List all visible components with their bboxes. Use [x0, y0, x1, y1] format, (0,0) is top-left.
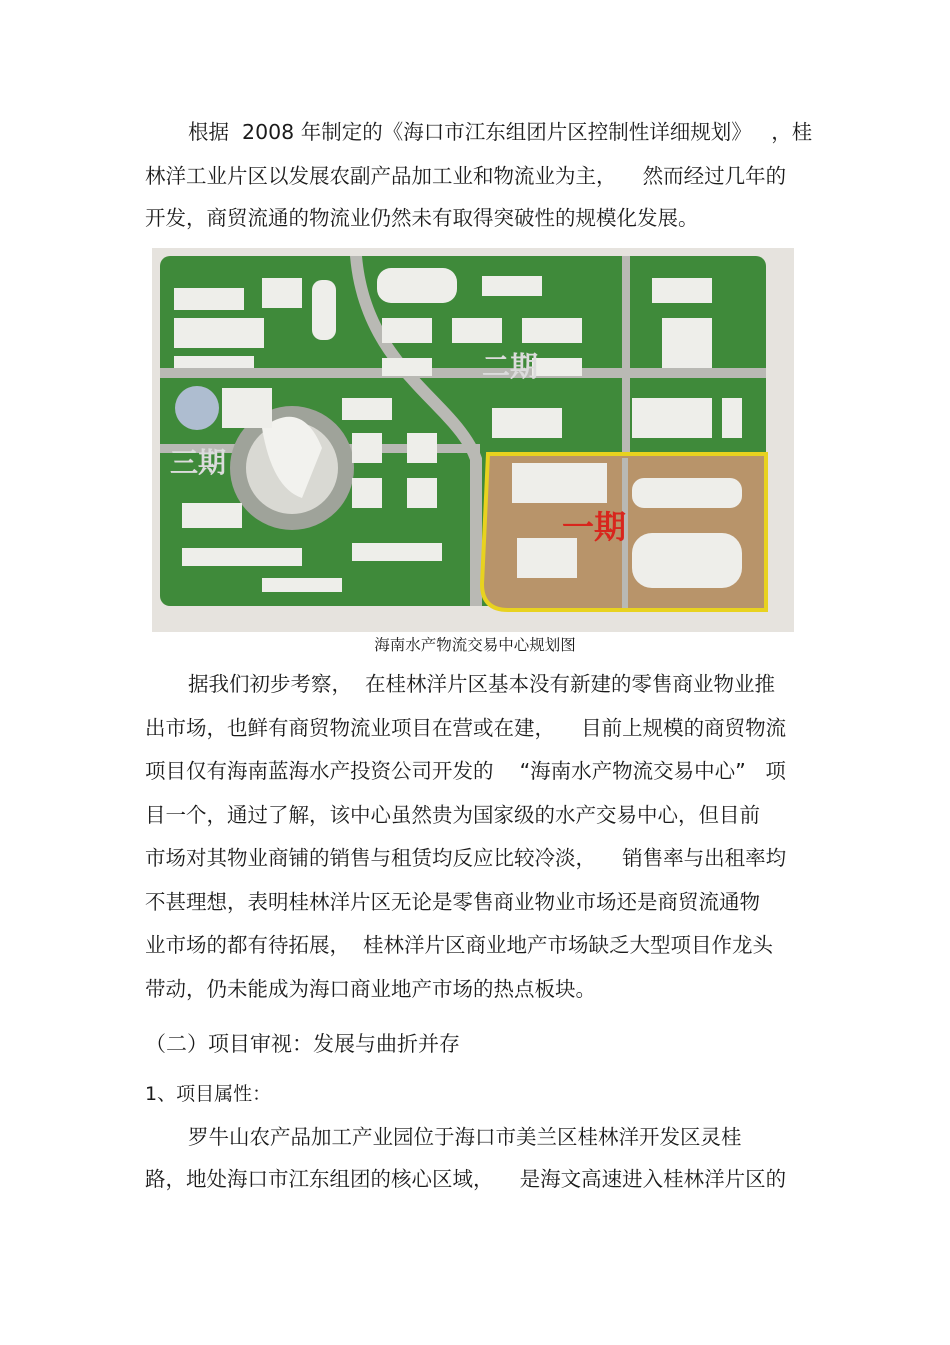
- paragraph-1-line-1: 根据 2008 年制定的《海口市江东组团片区控制性详细规划》 ，桂: [188, 120, 813, 144]
- paragraph-2-line-2: 出市场，也鲜有商贸物流业项目在营或在建， 目前上规模的商贸物流: [145, 716, 787, 740]
- phase-3-label: 三期: [170, 446, 227, 479]
- paragraph-2-line-1: 据我们初步考察， 在桂林洋片区基本没有新建的零售商业物业推: [188, 672, 776, 696]
- paragraph-2-line-3: 项目仅有海南蓝海水产投资公司开发的 “海南水产物流交易中心” 项: [145, 759, 786, 783]
- paragraph-2-line-6: 不甚理想，表明桂林洋片区无论是零售商业物业市场还是商贸流通物: [145, 890, 760, 914]
- paragraph-2-line-5: 市场对其物业商铺的销售与租赁均反应比较冷淡， 销售率与出租率均: [145, 846, 787, 870]
- paragraph-2-line-4: 目一个，通过了解，该中心虽然贵为国家级的水产交易中心，但目前: [145, 803, 760, 827]
- master-plan-drawing: [152, 248, 794, 632]
- section-heading: （二）项目审视：发展与曲折并存: [145, 1032, 460, 1056]
- paragraph-1-line-3: 开发，商贸流通的物流业仍然未有取得突破性的规模化发展。: [145, 206, 699, 230]
- phase-2-label: 二期: [482, 350, 539, 383]
- subheading: 1、项目属性：: [145, 1083, 272, 1105]
- phase-1-label: 一期: [562, 508, 627, 546]
- paragraph-3-line-2: 路，地处海口市江东组团的核心区域， 是海文高速进入桂林洋片区的: [145, 1167, 787, 1191]
- paragraph-3-line-1: 罗牛山农产品加工产业园位于海口市美兰区桂林洋开发区灵桂: [188, 1125, 742, 1149]
- paragraph-1-line-2: 林洋工业片区以发展农副产品加工业和物流业为主， 然而经过几年的: [145, 164, 787, 188]
- figure-caption: 海南水产物流交易中心规划图: [374, 636, 576, 654]
- paragraph-2-line-8: 带动，仍未能成为海口商业地产市场的热点板块。: [145, 977, 596, 1001]
- paragraph-2-line-7: 业市场的都有待拓展， 桂林洋片区商业地产市场缺乏大型项目作龙头: [145, 933, 774, 957]
- master-plan-image: [152, 248, 794, 632]
